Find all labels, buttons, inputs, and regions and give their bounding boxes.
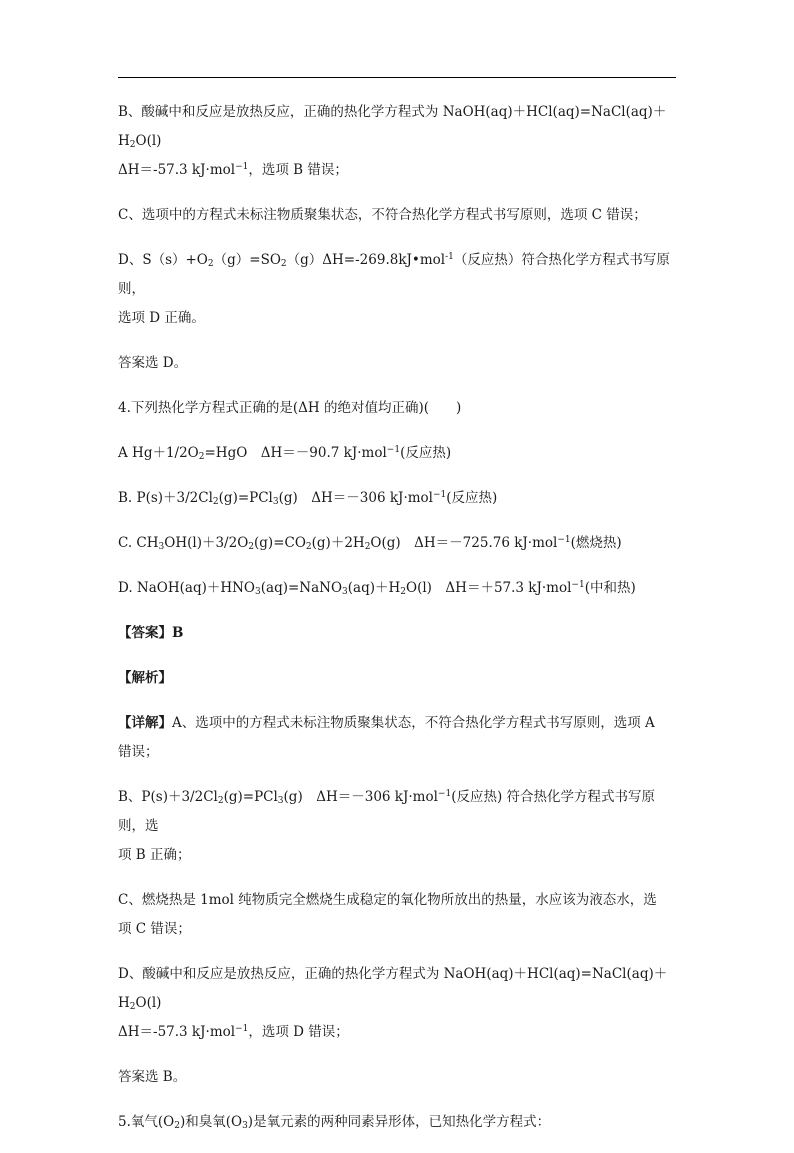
detail-option-b: B、$P(s)+3/2Cl_2(g)=PCl_3(g)$ ΔH＝－306 kJ·mol$^{-1}$(反应热) 符合热化学方程式书写原则，选 项 B 正确； (118, 789, 656, 863)
detail-option-a: 【详解】A、选项中的方程式未标注物质聚集状态，不符合热化学方程式书写原则，选项 A 错误； (118, 715, 655, 760)
question-4-stem: 4.下列热化学方程式正确的是(ΔH 的绝对值均正确)( ) (118, 400, 462, 416)
question-4-option-a: A $Hg+1/2O_2=HgO$ ΔH＝－90.7 kJ·mol$^{-1}$(反应热) (118, 445, 452, 462)
answer-heading: 【答案】B (118, 625, 184, 641)
document-body (118, 98, 678, 1153)
paragraph-option-c-explanation: C、选项中的方程式未标注物质聚集状态，不符合热化学方程式书写原则，选项 C 错误； (118, 207, 647, 223)
question-5-stem: 5.氧气$(O_2)$和臭氧$(O_3)$是氧元素的两种同素异形体，已知热化学方程式： (118, 1114, 551, 1131)
paragraph-option-b-explanation: B、酸碱中和反应是放热反应，正确的热化学方程式为 $NaOH(aq)+HCl(aq)=NaCl(aq)+H_2O(l)$ ΔH＝-57.3 kJ·mol$^{-1}$，选项 B 错误； (118, 104, 667, 178)
paragraph-option-d-explanation: D、$S(s)+O_2(g)=SO_2(g)\Delta H=-269.8kJ•mol^{-1}$（反应热）符合热化学方程式书写原则， 选项 D 正确。 (118, 252, 670, 326)
analysis-heading: 【解析】 (118, 670, 172, 686)
question-4-option-d: D. $NaOH(aq)+HNO_3(aq)=NaNO_3(aq)+H_2O(l)$ ΔH＝＋57.3 kJ·mol$^{-1}$(中和热) (118, 580, 636, 597)
detail-option-d: D、酸碱中和反应是放热反应，正确的热化学方程式为 $NaOH(aq)+HCl(aq)=NaCl(aq)+H_2O(l)$ ΔH＝-57.3 kJ·mol$^{-1}$，选项 D 错误； (118, 966, 668, 1040)
paragraph-answer-d: 答案选 D。 (118, 355, 188, 371)
question-4-option-b: B. $P(s)+3/2Cl_2(g)=PCl_3(g)$ ΔH＝－306 kJ·mol$^{-1}$(反应热) (118, 490, 498, 507)
paragraph-answer-b: 答案选 B。 (118, 1069, 187, 1085)
detail-option-c: C、燃烧热是 1mol 纯物质完全燃烧生成稳定的氧化物所放出的热量，水应该为液态水，选 项 C 错误； (118, 892, 657, 937)
header-rule (118, 77, 676, 78)
question-4-option-c: C. $CH_3OH(l)+3/2O_2(g)=CO_2(g)+2H_2O(g)$ ΔH＝－725.76 kJ·mol$^{-1}$(燃烧热) (118, 535, 622, 552)
